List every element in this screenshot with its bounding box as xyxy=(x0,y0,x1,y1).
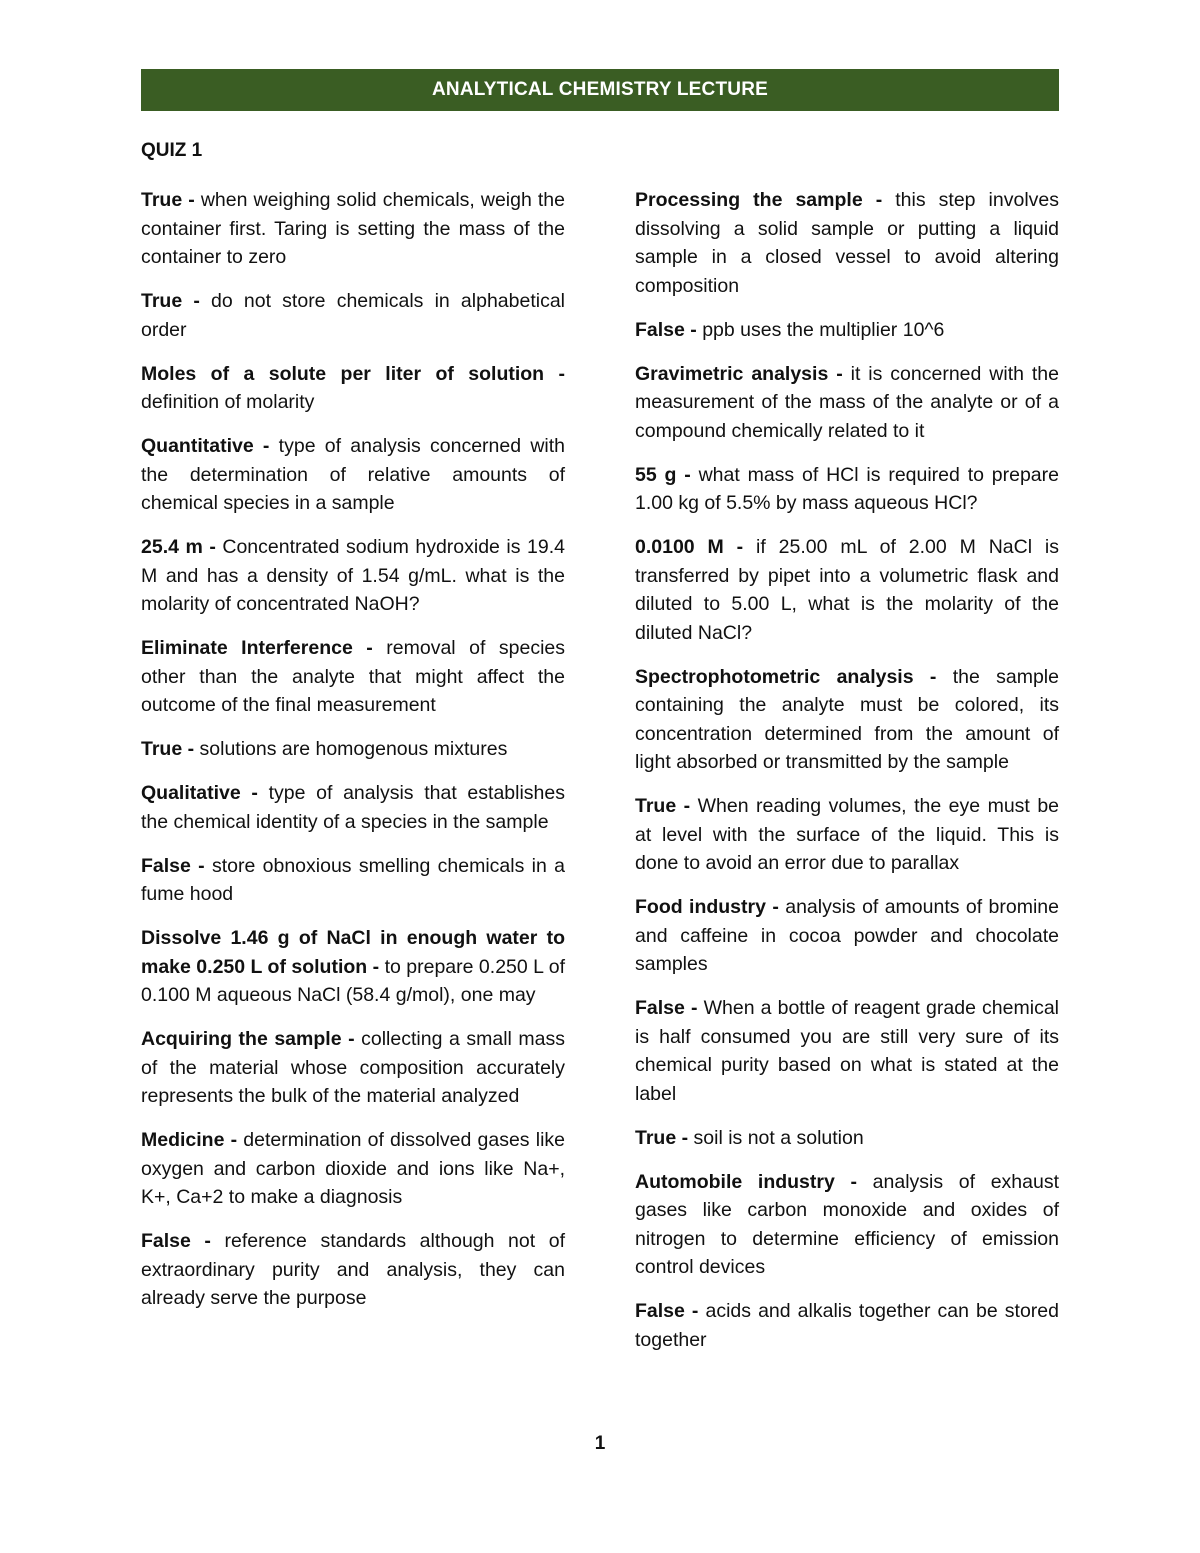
qa-entry xyxy=(635,1297,1059,1354)
entry-term: False - xyxy=(635,1300,699,1322)
entry-text: When reading volumes, the eye must be at level with the surface of the liquid. This is done to avoid an error due to parallax xyxy=(635,795,1060,874)
qa-entry xyxy=(141,779,565,836)
entry-term: Quantitative - xyxy=(141,435,270,457)
left-column xyxy=(141,186,565,1328)
entry-term: Automobile industry - xyxy=(635,1170,857,1193)
entry-term: False - xyxy=(635,318,697,341)
qa-entry xyxy=(141,634,565,720)
qa-entry xyxy=(141,287,565,344)
entry-text: removal of species other than the analyte that might affect the outcome of the final measurement xyxy=(141,637,565,716)
entry-term: 0.0100 M - xyxy=(635,536,744,558)
entry-text: soil is not a solution xyxy=(688,1126,864,1149)
qa-entry xyxy=(141,1126,565,1212)
entry-term: Processing the sample - xyxy=(635,189,883,211)
entry-text: what mass of HCl is required to prepare 1.00 kg of 5.5% by mass aqueous HCl? xyxy=(635,463,1059,514)
entry-text: solutions are homogenous mixtures xyxy=(194,738,508,760)
entry-text: this step involves dissolving a solid sample or putting a liquid sample in a closed vessel to avoid altering composition xyxy=(635,189,1060,297)
entry-text: reference standards although not of extraordinary purity and analysis, they can already serve the purpose xyxy=(141,1230,566,1309)
entry-term: True - xyxy=(635,795,691,817)
entry-text: collecting a small mass of the material whose composition accurately represents the bulk of the material analyzed xyxy=(141,1028,565,1107)
entry-text: definition of molarity xyxy=(141,391,315,413)
entry-text: if 25.00 mL of 2.00 M NaCl is transferred by pipet into a volumetric flask and diluted to 5.00 L, what is the molarity of the diluted NaCl? xyxy=(635,536,1060,644)
qa-entry xyxy=(635,316,1059,345)
entry-term: Dissolve 1.46 g of NaCl in enough water to make 0.250 L of solution - xyxy=(141,927,565,978)
entry-term: Eliminate Interference - xyxy=(141,637,373,659)
qa-entry xyxy=(141,852,565,909)
entry-text: store obnoxious smelling chemicals in a fume hood xyxy=(141,854,565,905)
qa-entry xyxy=(141,1227,565,1313)
document-title: ANALYTICAL CHEMISTRY LECTURE xyxy=(431,79,768,100)
entry-term: Spectrophotometric analysis - xyxy=(635,665,937,688)
qa-entry xyxy=(141,924,565,1010)
qa-entry xyxy=(141,533,565,619)
qa-entry xyxy=(635,663,1059,777)
entry-term: True - xyxy=(635,1126,689,1149)
quiz-title: QUIZ 1 xyxy=(141,140,203,161)
entry-term: True - xyxy=(141,738,195,760)
entry-text: type of analysis that establishes the chemical identity of a species in the sample xyxy=(141,782,565,833)
entry-term: Acquiring the sample - xyxy=(141,1028,355,1050)
entry-text: it is concerned with the measurement of the mass of the analyte or of a compound chemically related to it xyxy=(635,362,1059,442)
entry-text: type of analysis concerned with the determination of relative amounts of chemical species in a sample xyxy=(141,435,565,514)
qa-entry xyxy=(635,1168,1059,1282)
entry-term: 55 g - xyxy=(635,463,691,486)
entry-text: when weighing solid chemicals, weigh the container first. Taring is setting the mass of the container to zero xyxy=(141,189,566,268)
qa-entry xyxy=(635,792,1059,878)
entry-text: When a bottle of reagent grade chemical is half consumed you are still very sure of its chemical purity based on what is stated at the label xyxy=(635,997,1059,1105)
qa-entry xyxy=(141,360,565,417)
entry-term: Moles of a solute per liter of solution - xyxy=(141,362,565,385)
qa-entry xyxy=(635,994,1059,1108)
entry-term: Medicine - xyxy=(141,1129,238,1151)
qa-entry xyxy=(635,186,1059,300)
entry-term: 25.4 m - xyxy=(141,536,216,558)
entry-term: Food industry - xyxy=(635,896,779,918)
entry-term: False - xyxy=(141,1230,211,1252)
entry-text: Concentrated sodium hydroxide is 19.4 M and has a density of 1.54 g/mL. what is the molarity of concentrated NaOH? xyxy=(141,536,565,615)
qa-entry xyxy=(635,893,1059,979)
entry-term: False - xyxy=(141,854,205,877)
entry-term: Qualitative - xyxy=(141,782,258,804)
entry-text: analysis of amounts of bromine and caffeine in cocoa powder and chocolate samples xyxy=(635,896,1059,975)
entry-term: False - xyxy=(635,997,698,1019)
entry-text: analysis of exhaust gases like carbon monoxide and oxides of nitrogen to determine efficiency of emission control devices xyxy=(635,1170,1060,1278)
qa-entry xyxy=(141,432,565,518)
qa-entry xyxy=(635,533,1059,647)
qa-entry xyxy=(635,360,1059,446)
qa-entry xyxy=(141,1025,565,1111)
header-banner xyxy=(141,69,1059,111)
entry-text: determination of dissolved gases like oxygen and carbon dioxide and ions like Na+, K+, Ca+2 to make a diagnosis xyxy=(141,1129,565,1208)
right-column xyxy=(635,186,1059,1370)
entry-term: Gravimetric analysis - xyxy=(635,362,843,385)
qa-entry xyxy=(141,735,565,764)
entry-term: True - xyxy=(141,290,200,312)
entry-term: True - xyxy=(141,189,195,211)
entry-text: do not store chemicals in alphabetical order xyxy=(141,290,566,341)
qa-entry xyxy=(635,1124,1059,1153)
page-number: 1 xyxy=(594,1433,606,1454)
qa-entry xyxy=(141,186,565,272)
entry-text: to prepare 0.250 L of 0.100 M aqueous NaCl (58.4 g/mol), one may xyxy=(141,955,565,1006)
entry-text: acids and alkalis together can be stored together xyxy=(635,1300,1059,1351)
entry-text: ppb uses the multiplier 10^6 xyxy=(696,318,945,341)
entry-text: the sample containing the analyte must be colored, its concentration determined from the amount of light absorbed or transmitted by the sample xyxy=(635,665,1059,773)
qa-entry xyxy=(635,461,1059,518)
